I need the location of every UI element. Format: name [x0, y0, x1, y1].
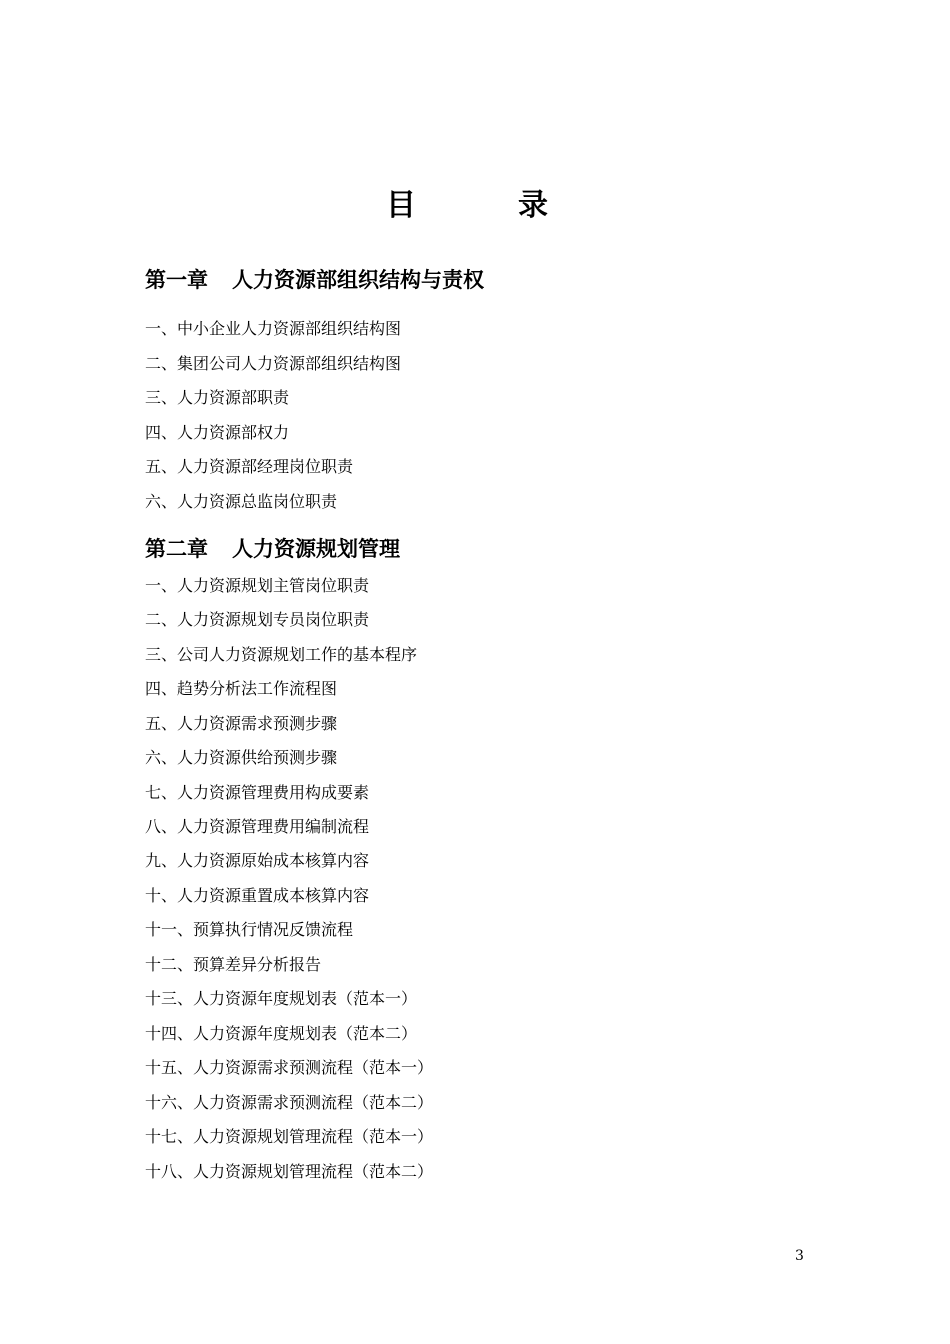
toc-item: 一、人力资源规划主管岗位职责: [145, 576, 370, 595]
toc-item: 十七、人力资源规划管理流程（范本一）: [145, 1127, 434, 1146]
toc-item: 一、中小企业人力资源部组织结构图: [145, 319, 402, 338]
toc-item: 七、人力资源管理费用构成要素: [145, 783, 370, 802]
toc-item: 八、人力资源管理费用编制流程: [145, 817, 370, 836]
toc-item: 十、人力资源重置成本核算内容: [145, 886, 370, 905]
page-number: 3: [795, 1248, 804, 1264]
toc-item: 九、人力资源原始成本核算内容: [145, 851, 370, 870]
toc-item: 四、趋势分析法工作流程图: [145, 679, 338, 698]
toc-item: 十八、人力资源规划管理流程（范本二）: [145, 1162, 434, 1181]
toc-item: 六、人力资源供给预测步骤: [145, 748, 338, 767]
toc-item: 四、人力资源部权力: [145, 423, 290, 442]
chapter-heading-1: [145, 266, 484, 294]
chapter-number: 第一章: [145, 267, 208, 292]
toc-item: 十二、预算差异分析报告: [145, 955, 322, 974]
chapter-name: 人力资源部组织结构与责权: [232, 267, 484, 292]
toc-item: 五、人力资源部经理岗位职责: [145, 457, 354, 476]
toc-item: 十六、人力资源需求预测流程（范本二）: [145, 1093, 434, 1112]
toc-item: 二、人力资源规划专员岗位职责: [145, 610, 370, 629]
page-title: 目 录: [386, 188, 584, 223]
toc-item: 二、集团公司人力资源部组织结构图: [145, 354, 402, 373]
chapter-name: 人力资源规划管理: [232, 536, 400, 561]
toc-item: 三、人力资源部职责: [145, 388, 290, 407]
toc-item: 三、公司人力资源规划工作的基本程序: [145, 645, 418, 664]
toc-item: 十三、人力资源年度规划表（范本一）: [145, 989, 418, 1008]
chapter-heading-2: [145, 535, 400, 563]
toc-item: 六、人力资源总监岗位职责: [145, 492, 338, 511]
toc-item: 十一、预算执行情况反馈流程: [145, 920, 354, 939]
toc-item: 十五、人力资源需求预测流程（范本一）: [145, 1058, 434, 1077]
chapter-number: 第二章: [145, 536, 208, 561]
toc-item: 十四、人力资源年度规划表（范本二）: [145, 1024, 418, 1043]
toc-item: 五、人力资源需求预测步骤: [145, 714, 338, 733]
